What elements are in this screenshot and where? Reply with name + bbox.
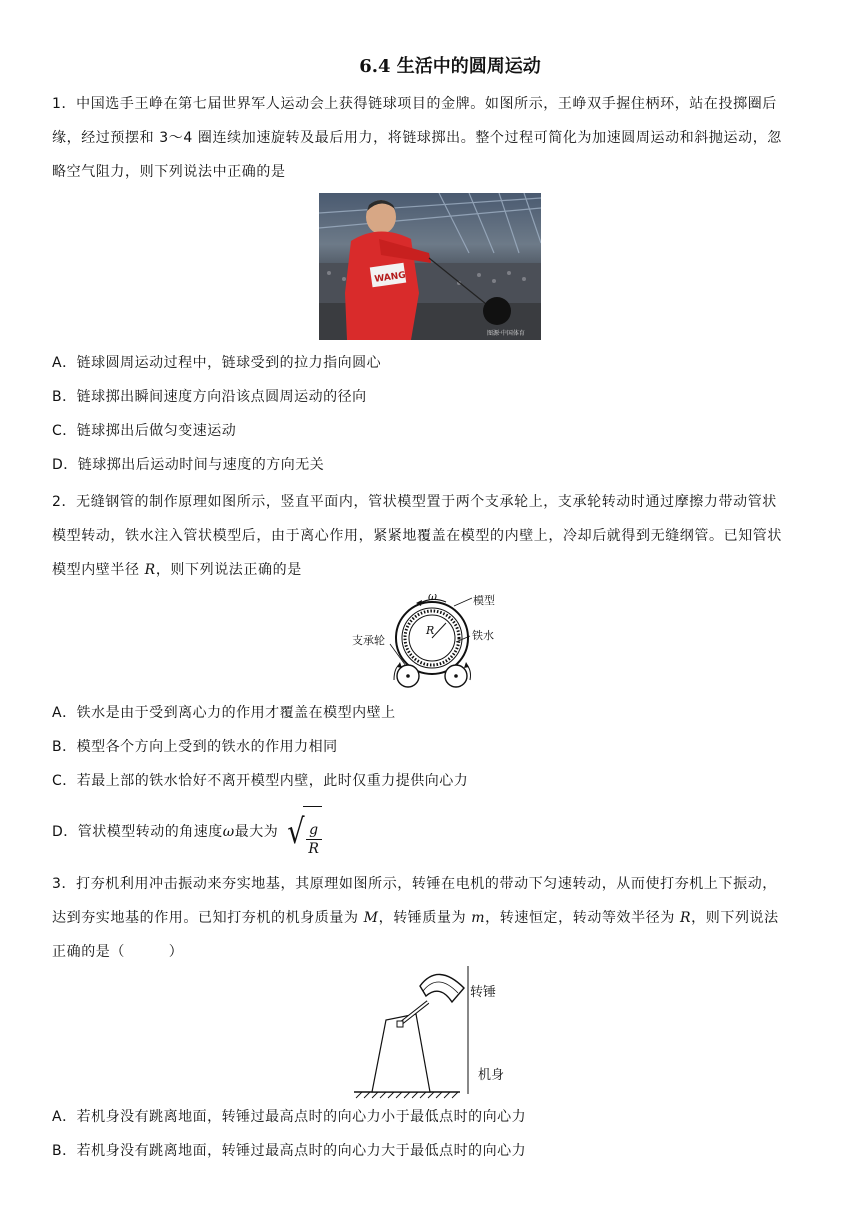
sqrt-g-over-r: √ $\frac{g}{R}$ bbox=[285, 806, 322, 858]
question-3-option-a: A．若机身没有跳离地面，转锤过最高点时的向心力小于最低点时的向心力 bbox=[52, 1109, 527, 1125]
model-label: 模型 bbox=[473, 594, 495, 607]
question-3-line-3: 正确的是（ ） bbox=[52, 944, 184, 960]
question-3-line-1: 3．打夯机利用冲击振动来夯实地基，其原理如图所示，转锤在电机的带动下匀速转动，从而使打夯机上下振动， bbox=[52, 876, 777, 892]
radius-variable: R bbox=[144, 562, 156, 578]
hammer-throw-photo bbox=[319, 193, 541, 340]
question-2-option-b: B．模型各个方向上受到的铁水的作用力相同 bbox=[52, 739, 338, 755]
question-1-line-3: 略空气阻力，则下列说法中正确的是 bbox=[52, 164, 286, 180]
rammer-diagram-art bbox=[350, 962, 520, 1102]
seamless-pipe-diagram-art bbox=[346, 590, 506, 690]
question-3-line-2: 达到夯实地基的作用。已知打夯机的机身质量为 M，转锤质量为 m，转速恒定，转动等效半径为 R，则下列说法 bbox=[52, 910, 779, 926]
question-1-option-d: D．链球掷出后运动时间与速度的方向无关 bbox=[52, 457, 325, 473]
radius-variable-q3: R bbox=[680, 910, 692, 926]
question-2-line-1: 2．无缝钢管的制作原理如图所示，竖直平面内，管状模型置于两个支承轮上，支承轮转动时通过摩擦力带动管状 bbox=[52, 494, 777, 510]
question-2-option-a: A．铁水是由于受到离心力的作用才覆盖在模型内壁上 bbox=[52, 705, 396, 721]
jersey-text: WANG bbox=[373, 270, 407, 285]
question-2-option-d: D．管状模型转动的角速度ω最大为 √ $\frac{g}{R}$ bbox=[52, 806, 812, 852]
question-2-stem bbox=[52, 485, 812, 587]
omega-label: ω bbox=[428, 590, 437, 603]
iron-label: 铁水 bbox=[472, 629, 494, 642]
question-1-line-1: 1．中国选手王峥在第七届世界军人运动会上获得链球项目的金牌。如图所示，王峥双手握住柄环，站在投掷圈后 bbox=[52, 96, 777, 112]
question-1-option-b: B．链球掷出瞬间速度方向沿该点圆周运动的径向 bbox=[52, 389, 367, 405]
question-2-option-c: C．若最上部的铁水恰好不离开模型内壁，此时仅重力提供向心力 bbox=[52, 773, 469, 789]
diagram-radius-label: R bbox=[426, 624, 435, 637]
omega-variable: ω bbox=[222, 824, 235, 840]
question-2-line-2: 模型转动，铁水注入管状模型后，由于离心作用，紧紧地覆盖在模型的内壁上，冷却后就得到无缝纲管。已知管状 bbox=[52, 528, 782, 544]
hammer-throw-photo-art bbox=[319, 193, 541, 340]
wheel-label: 支承轮 bbox=[352, 634, 385, 647]
question-1-stem bbox=[52, 87, 812, 189]
question-3-stem bbox=[52, 867, 812, 969]
question-3-option-b: B．若机身没有跳离地面，转锤过最高点时的向心力大于最低点时的向心力 bbox=[52, 1143, 527, 1159]
hammer-mass-variable: m bbox=[471, 910, 486, 926]
seamless-pipe-diagram bbox=[346, 590, 506, 690]
body-label: 机身 bbox=[478, 1068, 505, 1083]
question-2-line-3: 模型内壁半径 R，则下列说法正确的是 bbox=[52, 562, 302, 578]
page-title: 6.4 生活中的圆周运动 bbox=[359, 56, 541, 77]
rammer-diagram bbox=[350, 962, 520, 1102]
question-1-line-2: 缘，经过预摆和 3～4 圈连续加速旋转及最后用力，将链球掷出。整个过程可简化为加速圆周运动和斜抛运动，忽 bbox=[52, 130, 782, 146]
photo-watermark: 图源·中国体育 bbox=[487, 330, 525, 337]
question-1-option-a: A．链球圆周运动过程中，链球受到的拉力指向圆心 bbox=[52, 355, 382, 371]
body-mass-variable: M bbox=[363, 910, 379, 926]
question-1-option-c: C．链球掷出后做匀变速运动 bbox=[52, 423, 237, 439]
hammer-label: 转锤 bbox=[470, 985, 497, 1000]
